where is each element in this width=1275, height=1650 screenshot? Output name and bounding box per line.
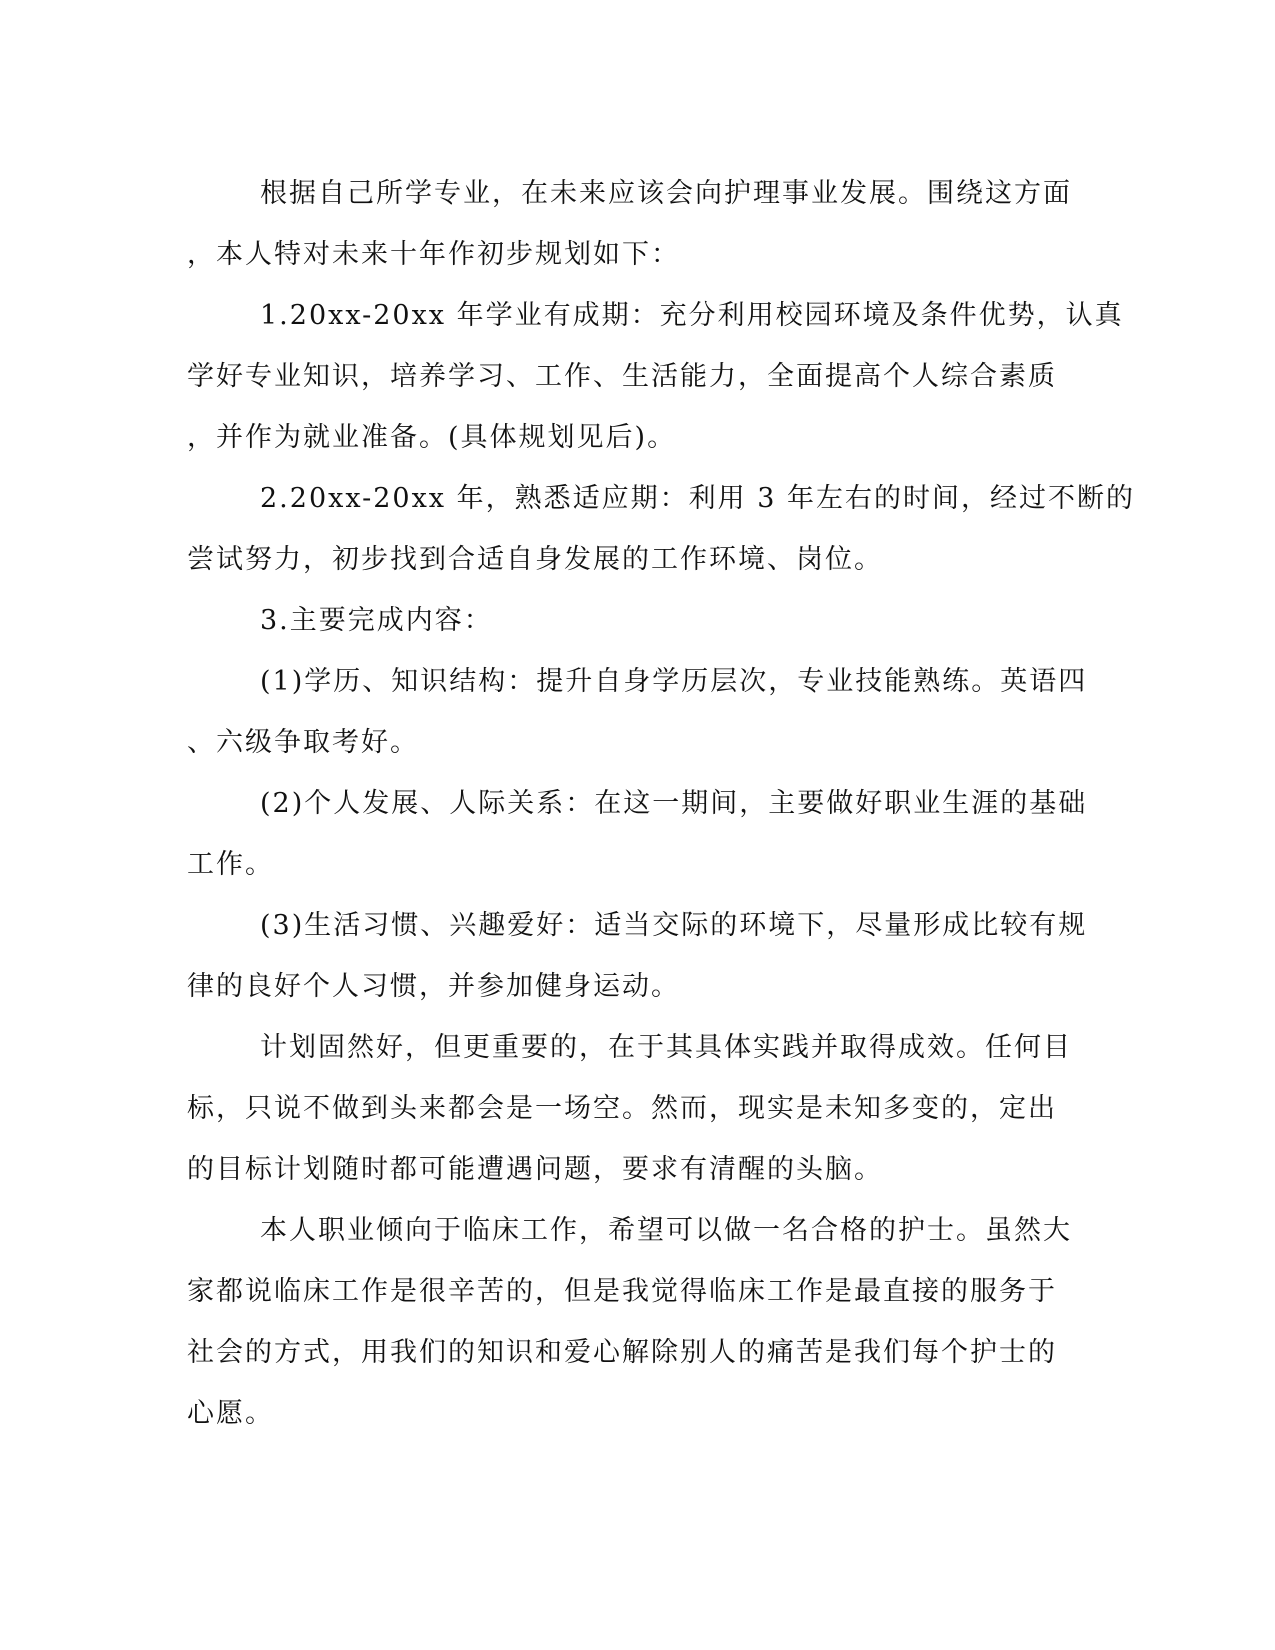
document-body xyxy=(187,163,1135,1444)
text-line: 根据自己所学专业，在未来应该会向护理事业发展。围绕这方面 xyxy=(260,178,1072,209)
text-line: ，本人特对未来十年作初步规划如下： xyxy=(187,239,680,270)
text-line: ，并作为就业准备。(具体规划见后)。 xyxy=(187,422,677,453)
text-line: 的目标计划随时都可能遭遇问题，要求有清醒的头脑。 xyxy=(187,1154,883,1185)
text-line: 家都说临床工作是很辛苦的，但是我觉得临床工作是最直接的服务于 xyxy=(187,1276,1057,1307)
text-line: (1)学历、知识结构：提升自身学历层次，专业技能熟练。英语四 xyxy=(260,666,1088,697)
text-line: 、六级争取考好。 xyxy=(187,727,419,758)
text-line: 计划固然好，但更重要的，在于其具体实践并取得成效。任何目 xyxy=(260,1032,1072,1063)
text-line: 标，只说不做到头来都会是一场空。然而，现实是未知多变的，定出 xyxy=(187,1093,1057,1124)
text-line: 学好专业知识，培养学习、工作、生活能力，全面提高个人综合素质 xyxy=(187,361,1057,392)
text-line: 1.20xx-20xx 年学业有成期：充分利用校园环境及条件优势，认真 xyxy=(260,300,1124,331)
text-line: 律的良好个人习惯，并参加健身运动。 xyxy=(187,971,680,1002)
text-line: (2)个人发展、人际关系：在这一期间，主要做好职业生涯的基础 xyxy=(260,788,1088,819)
text-line: 本人职业倾向于临床工作，希望可以做一名合格的护士。虽然大 xyxy=(260,1215,1072,1246)
text-line: 心愿。 xyxy=(187,1398,274,1429)
text-line: 3.主要完成内容： xyxy=(260,605,493,636)
text-line: 社会的方式，用我们的知识和爱心解除别人的痛苦是我们每个护士的 xyxy=(187,1337,1057,1368)
text-line: 工作。 xyxy=(187,849,274,880)
text-line: 尝试努力，初步找到合适自身发展的工作环境、岗位。 xyxy=(187,544,883,575)
text-line: (3)生活习惯、兴趣爱好：适当交际的环境下，尽量形成比较有规 xyxy=(260,910,1088,941)
text-line: 2.20xx-20xx 年，熟悉适应期：利用 3 年左右的时间，经过不断的 xyxy=(260,483,1135,514)
